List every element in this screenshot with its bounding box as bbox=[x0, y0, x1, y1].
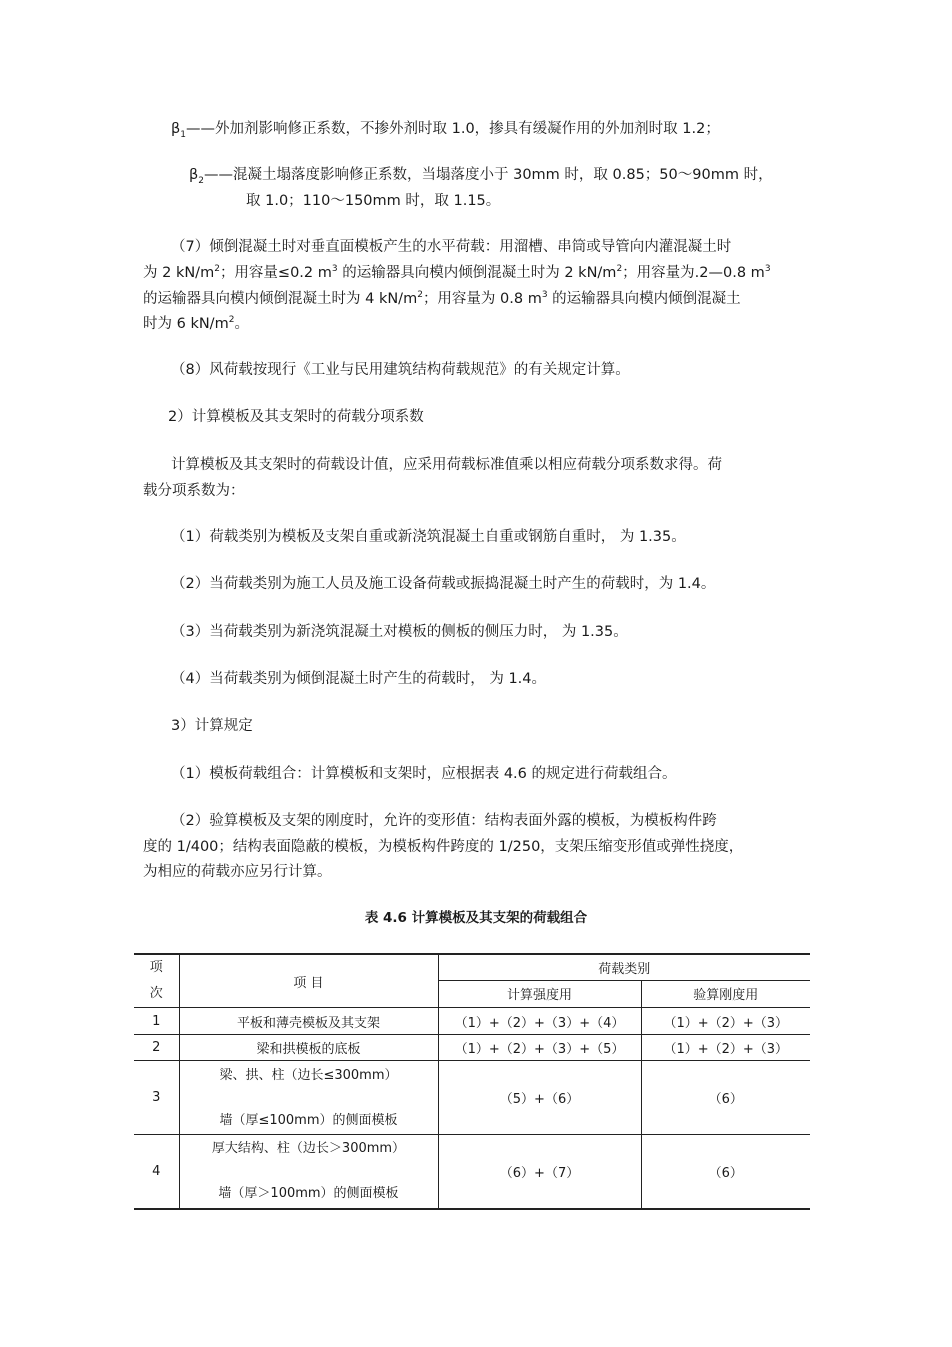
item7-line3: 的运输器具向模内倾倒混凝土时为 4 $kN/m^2$；用容量为 0.8 $m^3$ 的运输器具向模内倾倒混凝土 bbox=[143, 290, 741, 307]
table-caption: 表 4.6 计算模板及其支架的荷载组合 bbox=[364, 910, 588, 926]
rule-2-line3: 为相应的荷载亦应另行计算。 bbox=[143, 864, 332, 880]
header-stiffness: 验算刚度用 bbox=[641, 980, 810, 1007]
coefficient-2: （2）当荷载类别为施工人员及施工设备荷载或振捣混凝土时产生的荷载时，为 1.4。 bbox=[171, 576, 716, 592]
item7-line2: 为 2 $kN/m^2$；用容量≤0.2 $m^3$ 的运输器具向模内倾倒混凝土时为 2 $kN/m^2$；用容量为.2—0.8 $m^3$ bbox=[143, 264, 771, 281]
row-strength: （1）+（2）+（3）+（4） bbox=[438, 1008, 641, 1035]
row-strength: （5）+（6） bbox=[438, 1061, 641, 1135]
coefficient-4: （4）当荷载类别为倾倒混凝土时产生的荷载时， 为 1.4。 bbox=[171, 671, 547, 687]
item7-line1: （7）倾倒混凝土时对垂直面模板产生的水平荷载：用溜槽、串筒或导管向内灌混凝土时 bbox=[171, 239, 732, 255]
row-item: 平板和薄壳模板及其支架 bbox=[179, 1008, 438, 1035]
section3-heading: 3）计算规定 bbox=[171, 718, 253, 734]
beta1-definition: $\beta_1——$外加剂影响修正系数，不掺外剂时取 1.0，掺具有缓凝作用的外加剂时取 1.2； bbox=[171, 121, 720, 140]
row-no: 1 bbox=[134, 1008, 179, 1035]
row-item: 梁、拱、柱（边长≤300mm） 墙（厚≤100mm）的侧面模板 bbox=[179, 1061, 438, 1135]
rule-2-line2: 度的 1/400；结构表面隐蔽的模板，为模板构件跨度的 1/250，支架压缩变形值或弹性挠度， bbox=[143, 839, 744, 855]
row-strength: （1）+（2）+（3）+（5） bbox=[438, 1035, 641, 1061]
row-stiffness: （6） bbox=[641, 1135, 810, 1209]
row-stiffness: （1）+（2）+（3） bbox=[641, 1008, 810, 1035]
row-no: 2 bbox=[134, 1035, 179, 1061]
item7-line4: 时为 6 $kN/m^2$。 bbox=[143, 315, 249, 332]
coefficient-3: （3）当荷载类别为新浇筑混凝土对模板的侧板的侧压力时， 为 1.35。 bbox=[171, 624, 628, 640]
table-header-row bbox=[134, 954, 810, 980]
beta-symbol: β bbox=[189, 167, 199, 183]
beta2-continuation: 取 1.0；110～150mm 时，取 1.15。 bbox=[246, 193, 501, 209]
beta-symbol: β bbox=[171, 121, 181, 137]
header-strength: 计算强度用 bbox=[438, 980, 641, 1007]
load-combination-table bbox=[134, 953, 810, 1210]
table-row bbox=[134, 1061, 810, 1135]
row-item: 梁和拱模板的底板 bbox=[179, 1035, 438, 1061]
rule-1: （1）模板荷载组合：计算模板和支架时，应根据表 4.6 的规定进行荷载组合。 bbox=[171, 766, 677, 782]
coefficient-intro-line2: 载分项系数为： bbox=[143, 483, 245, 499]
row-item: 厚大结构、柱（边长＞300mm） 墙（厚＞100mm）的侧面模板 bbox=[179, 1135, 438, 1209]
row-stiffness: （1）+（2）+（3） bbox=[641, 1035, 810, 1061]
header-item: 项 目 bbox=[179, 954, 438, 1008]
table-row bbox=[134, 1035, 810, 1061]
rule-2-line1: （2）验算模板及支架的刚度时，允许的变形值：结构表面外露的模板，为模板构件跨 bbox=[171, 813, 717, 829]
section2-heading: 2）计算模板及其支架时的荷载分项系数 bbox=[168, 409, 424, 425]
row-strength: （6）+（7） bbox=[438, 1135, 641, 1209]
row-no: 3 bbox=[134, 1061, 179, 1135]
coefficient-intro-line1: 计算模板及其支架时的荷载设计值，应采用荷载标准值乘以相应荷载分项系数求得。荷 bbox=[171, 457, 722, 473]
row-stiffness: （6） bbox=[641, 1061, 810, 1135]
header-no: 项 次 bbox=[134, 954, 179, 1008]
table-row bbox=[134, 1135, 810, 1209]
header-load-category: 荷载类别 bbox=[438, 954, 810, 980]
coefficient-1: （1）荷载类别为模板及支架自重或新浇筑混凝土自重或钢筋自重时， 为 1.35。 bbox=[171, 529, 686, 545]
beta2-definition: $\beta_2——$混凝土塌落度影响修正系数，当塌落度小于 30mm 时，取 0.85；50～90mm 时， bbox=[189, 167, 773, 186]
table-row bbox=[134, 1008, 810, 1035]
item8: （8）风荷载按现行《工业与民用建筑结构荷载规范》的有关规定计算。 bbox=[171, 362, 630, 378]
row-no: 4 bbox=[134, 1135, 179, 1209]
